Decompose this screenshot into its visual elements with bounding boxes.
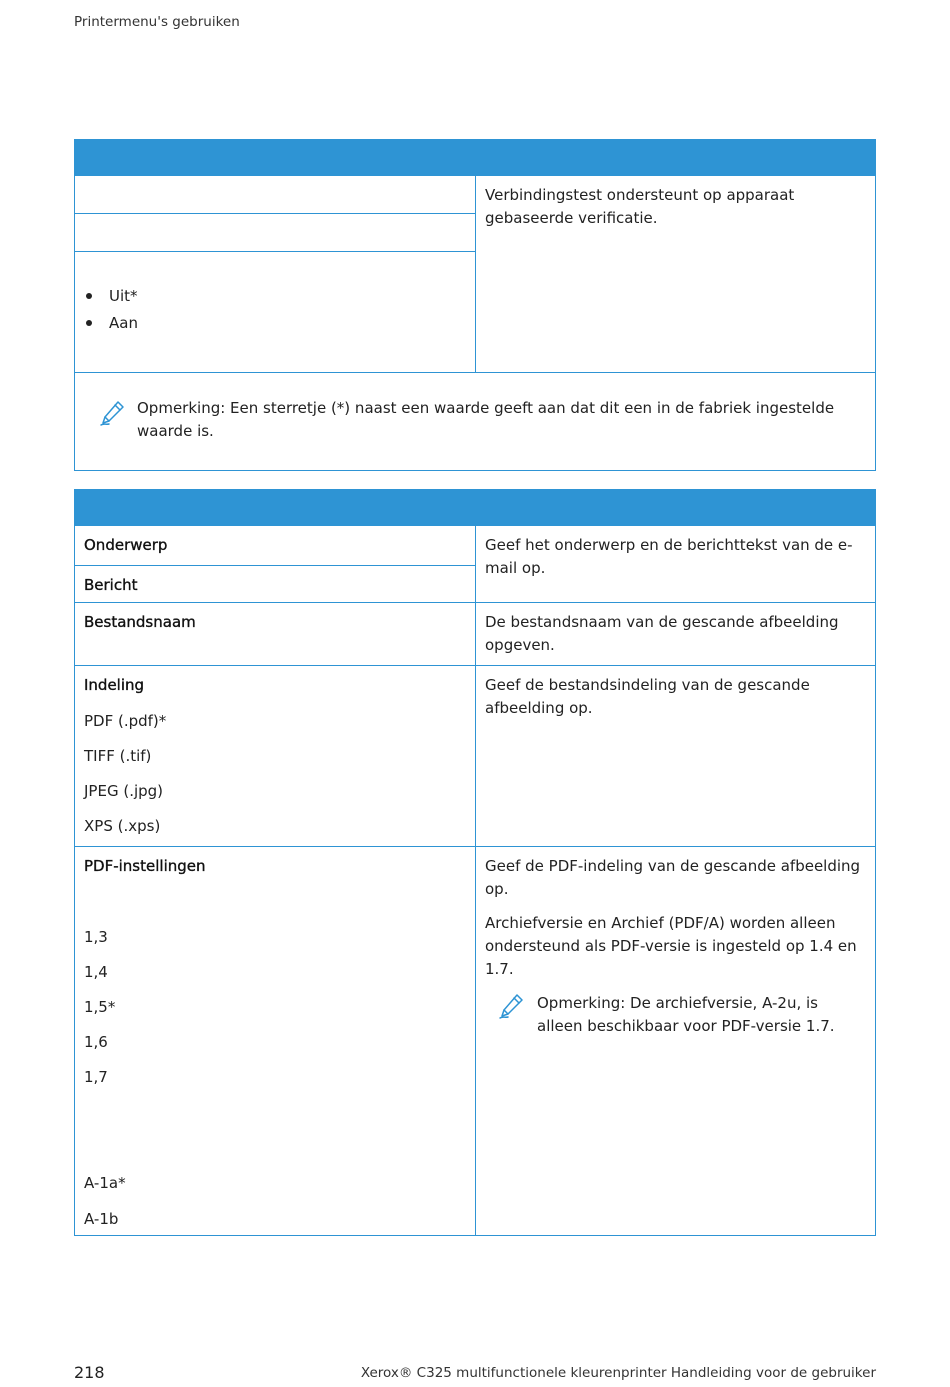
header-cell-item (75, 140, 476, 176)
archive-version-value: A-1a* (84, 1174, 126, 1192)
header-cell-item (75, 490, 476, 526)
menu-item-cell-empty (75, 176, 476, 214)
pencil-note-icon (98, 399, 126, 434)
archive-version-value: A-1b (84, 1210, 119, 1228)
table-header-row (75, 140, 876, 176)
menu-item-bestandsnaam (75, 603, 476, 666)
menu-table-verification (74, 139, 876, 471)
menu-item-cell-options (75, 252, 476, 373)
option-list (84, 285, 466, 339)
menu-item-label: PDF-instellingen (84, 857, 206, 875)
note-text: Opmerking: Een sterretje (*) naast een waarde geeft aan dat dit een in de fabriek ingestelde waarde is. (137, 399, 835, 440)
description-text: De bestandsnaam van de gescande afbeelding opgeven. (485, 613, 839, 654)
description-cell (476, 666, 876, 847)
table-row (75, 176, 876, 214)
footer-title: Xerox® C325 multifunctionele kleurenprinter Handleiding voor de gebruiker (360, 1365, 876, 1381)
page-number: 218 (74, 1363, 105, 1382)
table-row (75, 526, 876, 566)
value-xps: XPS (.xps) (84, 817, 161, 835)
table-header-row (75, 490, 876, 526)
running-header: Printermenu's gebruiken (74, 14, 240, 30)
menu-item-bericht (75, 566, 476, 603)
menu-item-cell-empty (75, 214, 476, 252)
menu-item-label: Bestandsnaam (84, 613, 196, 631)
description-text: Geef het onderwerp en de berichttekst van de e-mail op. (485, 536, 853, 577)
description-text: Verbindingstest ondersteunt op apparaat gebaseerde verificatie. (485, 186, 795, 227)
value-tiff: TIFF (.tif) (84, 747, 152, 765)
menu-item-onderwerp (75, 526, 476, 566)
menu-item-label: Bericht (84, 576, 138, 594)
menu-item-indeling (75, 666, 476, 847)
table-row (75, 603, 876, 666)
description-cell (476, 847, 876, 1236)
note (485, 992, 866, 1038)
description-cell (476, 603, 876, 666)
note-cell (75, 373, 876, 471)
description-text: Geef de PDF-indeling van de gescande afbeelding op. (485, 857, 861, 898)
menu-table-email-scan (74, 489, 876, 1236)
note-text: Opmerking: De archiefversie, A-2u, is alleen beschikbaar voor PDF-versie 1.7. (537, 994, 835, 1035)
description-text: Geef de bestandsindeling van de gescande afbeelding op. (485, 676, 810, 717)
description-cell (476, 176, 876, 373)
pdf-version-value: 1,6 (84, 1033, 108, 1051)
description-cell (476, 526, 876, 603)
menu-item-label: Onderwerp (84, 536, 168, 554)
pdf-version-value: 1,4 (84, 963, 108, 981)
note-row (75, 373, 876, 471)
pencil-note-icon (497, 992, 525, 1027)
value-pdf: PDF (.pdf)* (84, 712, 167, 730)
pdf-version-value: 1,3 (84, 928, 108, 946)
option-aan: Aan (84, 312, 466, 339)
option-uit: Uit* (84, 285, 466, 312)
menu-item-pdf-instellingen (75, 847, 476, 1236)
pdf-version-value: 1,5* (84, 998, 116, 1016)
header-cell-description (476, 490, 876, 526)
header-cell-description (476, 140, 876, 176)
note (84, 397, 855, 443)
menu-item-label: Indeling (84, 676, 145, 694)
table-row (75, 666, 876, 847)
description-text: Archiefversie en Archief (PDF/A) worden alleen ondersteund als PDF-versie is ingesteld op 1.4 en 1.7. (485, 914, 857, 978)
pdf-version-value: 1,7 (84, 1068, 108, 1086)
value-jpeg: JPEG (.jpg) (84, 782, 164, 800)
table-row (75, 847, 876, 1236)
